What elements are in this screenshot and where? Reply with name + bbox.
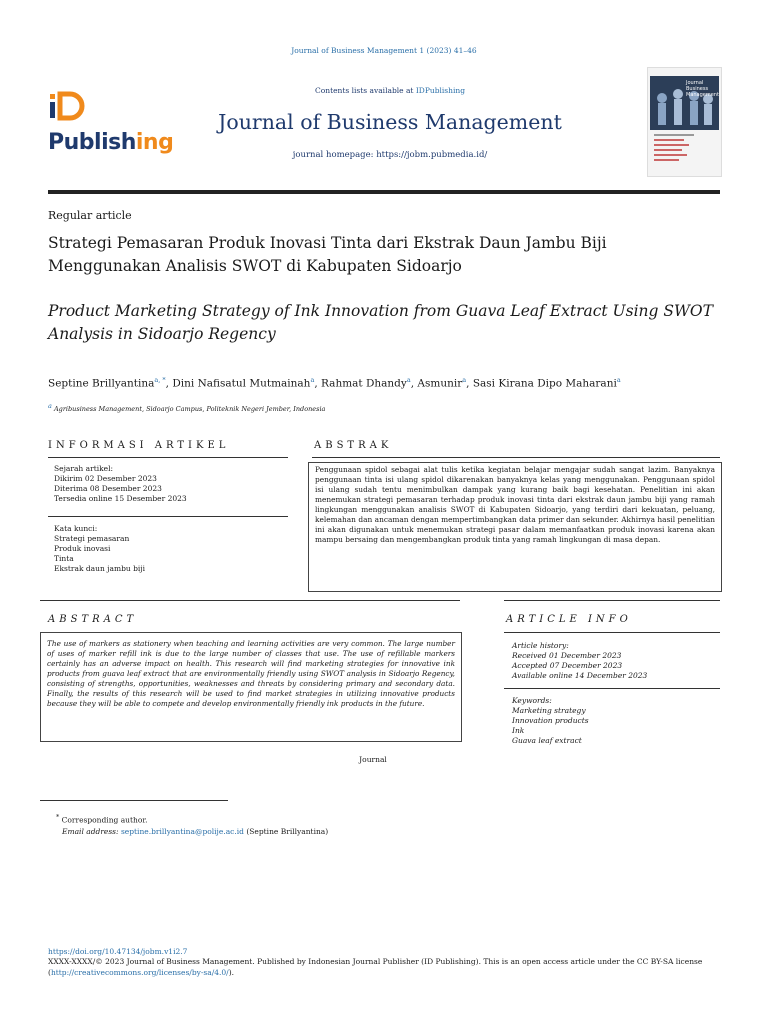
idpublishing-link[interactable]: IDPublishing: [415, 86, 466, 95]
author-name: Dini Nafisatul Mutmainah: [172, 377, 311, 390]
divider: [48, 457, 288, 458]
abstrak-heading: ABSTRAK: [314, 440, 393, 451]
divider: [312, 457, 720, 458]
abstract-text: The use of markers as stationery when teaching and learning activities are very common. The large number of uses of marker refill ink is due to the large number of classes that use. The use of refillable markers certainly has an adverse impact on health. This research will find marketing strategies for innovative ink products from guava leaf extract that are environmentally friendly using SWOT analysis in Sidoarjo Regency, consisting of strengths, opportunities, weaknesses and threats by considering primary and secondary data. Finally, the results of this research will be used to find market strategies in utilizing innovative products because they will be able to compete and develop environmentally friendly ink products in the future.: [47, 639, 455, 708]
divider: [504, 600, 720, 601]
footnote-divider: [40, 800, 228, 801]
article-type: Regular article: [48, 209, 132, 222]
contents-line: Contents lists available at IDPublishing: [314, 86, 466, 95]
abstrak-box: [308, 462, 722, 592]
homepage-link[interactable]: https://jobm.pubmedia.id/: [376, 150, 488, 160]
cover-title: Journal Business Management: [686, 80, 719, 98]
article-history: Article history: Received 01 December 2023 Accepted 07 December 2023 Available online 14 December 2023: [512, 641, 648, 680]
doi-link[interactable]: https://doi.org/10.47134/jobm.v1i2.7: [48, 947, 188, 956]
article-title-english: Product Marketing Strategy of Ink Innovation from Guava Leaf Extract Using SWOT Analysis in Sidoarjo Regency: [48, 302, 713, 343]
license-link[interactable]: http://creativecommons.org/licenses/by-sa/4.0/: [50, 968, 229, 977]
journal-reference: Journal of Business Management 1 (2023) 41–46: [291, 46, 477, 55]
divider: [48, 516, 288, 517]
author-name: Sasi Kirana Dipo Maharani: [472, 377, 617, 390]
author-list: Septine Brillyantina$^{a, *}$, Dini Nafisatul Mutmainah$^a$, Rahmat Dhandy$^a$, Asmunir$^a$, Sasi Kirana Dipo Maharani$^a$: [48, 376, 621, 390]
keywords: Keywords: Marketing strategy Innovation products Ink Guava leaf extract: [512, 696, 589, 745]
author-name: Septine Brillyantina: [48, 377, 155, 390]
abstrak-text: Penggunaan spidol sebagai alat tulis ketika kegiatan belajar mengajar sudah sangat lazim. Banyaknya penggunaan tinta isi ulang spidol dikarenakan banyaknya kelas yang menggunakan. Penggunaan spidol isi ulang sudah tentu menimbulkan dampak yang kurang baik bagi kesehatan. Penelitian ini akan menemukan strategi pemasaran terhadap produk inovasi tinta dari ekstrak daun jambu biji yang ramah lingkungan menggunakan analisis SWOT di Kabupaten Sidoarjo, yang terdiri dari kekuatan, peluang, kelemahan dan ancaman dengan mempertimbangkan data primer dan sekunder. Akhirnya hasil penelitian ini akan digunakan untuk menemukan strategi pasar dalam memanfaatkan produk inovasi karena akan mampu bersaing dan mengembangkan produk tinta yang ramah lingkungan di masa depan.: [315, 465, 715, 544]
kata-kunci: Kata kunci: Strategi pemasaran Produk inovasi Tinta Ekstrak daun jambu biji: [54, 524, 146, 573]
author-name: Rahmat Dhandy: [321, 377, 407, 390]
abstract-box: [40, 632, 462, 742]
copyright-notice: XXXX-XXXX/© 2023 Journal of Business Management. Published by Indonesian Journal Publisher (ID Publishing). This is an open access article under the CC BY-SA license (http://creativecommons.org/licenses/by-sa/4.0/).: [48, 957, 703, 977]
journal-label: Journal: [359, 755, 387, 764]
journal-title: Journal of Business Management: [218, 110, 562, 134]
logo-wordmark: Publishing: [48, 130, 174, 155]
journal-homepage: journal homepage: https://jobm.pubmedia.id/: [292, 150, 488, 160]
logo-mark-icon: [48, 88, 88, 128]
header-divider: [48, 190, 720, 194]
divider: [504, 688, 720, 689]
abstract-heading: ABSTRACT: [48, 614, 138, 625]
informasi-artikel-heading: INFORMASI ARTIKEL: [48, 440, 230, 451]
divider: [40, 600, 460, 601]
sejarah-artikel: Sejarah artikel: Dikirim 02 Desember 2023 Diterima 08 Desember 2023 Tersedia online 15 Desember 2023: [54, 464, 187, 503]
corresponding-author: * Corresponding author. Email address: septine.brillyantina@polije.ac.id (Septine Brillyantina): [56, 813, 329, 836]
divider: [504, 632, 720, 633]
journal-cover-thumbnail: [647, 67, 722, 177]
author-name: Asmunir: [417, 377, 463, 390]
article-title-indonesian: Strategi Pemasaran Produk Inovasi Tinta dari Ekstrak Daun Jambu Biji Menggunakan Analisis SWOT di Kabupaten Sidoarjo: [48, 234, 607, 275]
email-link[interactable]: septine.brillyantina@polije.ac.id: [120, 826, 244, 836]
article-info-heading: ARTICLE INFO: [506, 614, 632, 625]
affiliation: $^a$ Agribusiness Management, Sidoarjo Campus, Politeknik Negeri Jember, Indonesia: [48, 402, 326, 414]
